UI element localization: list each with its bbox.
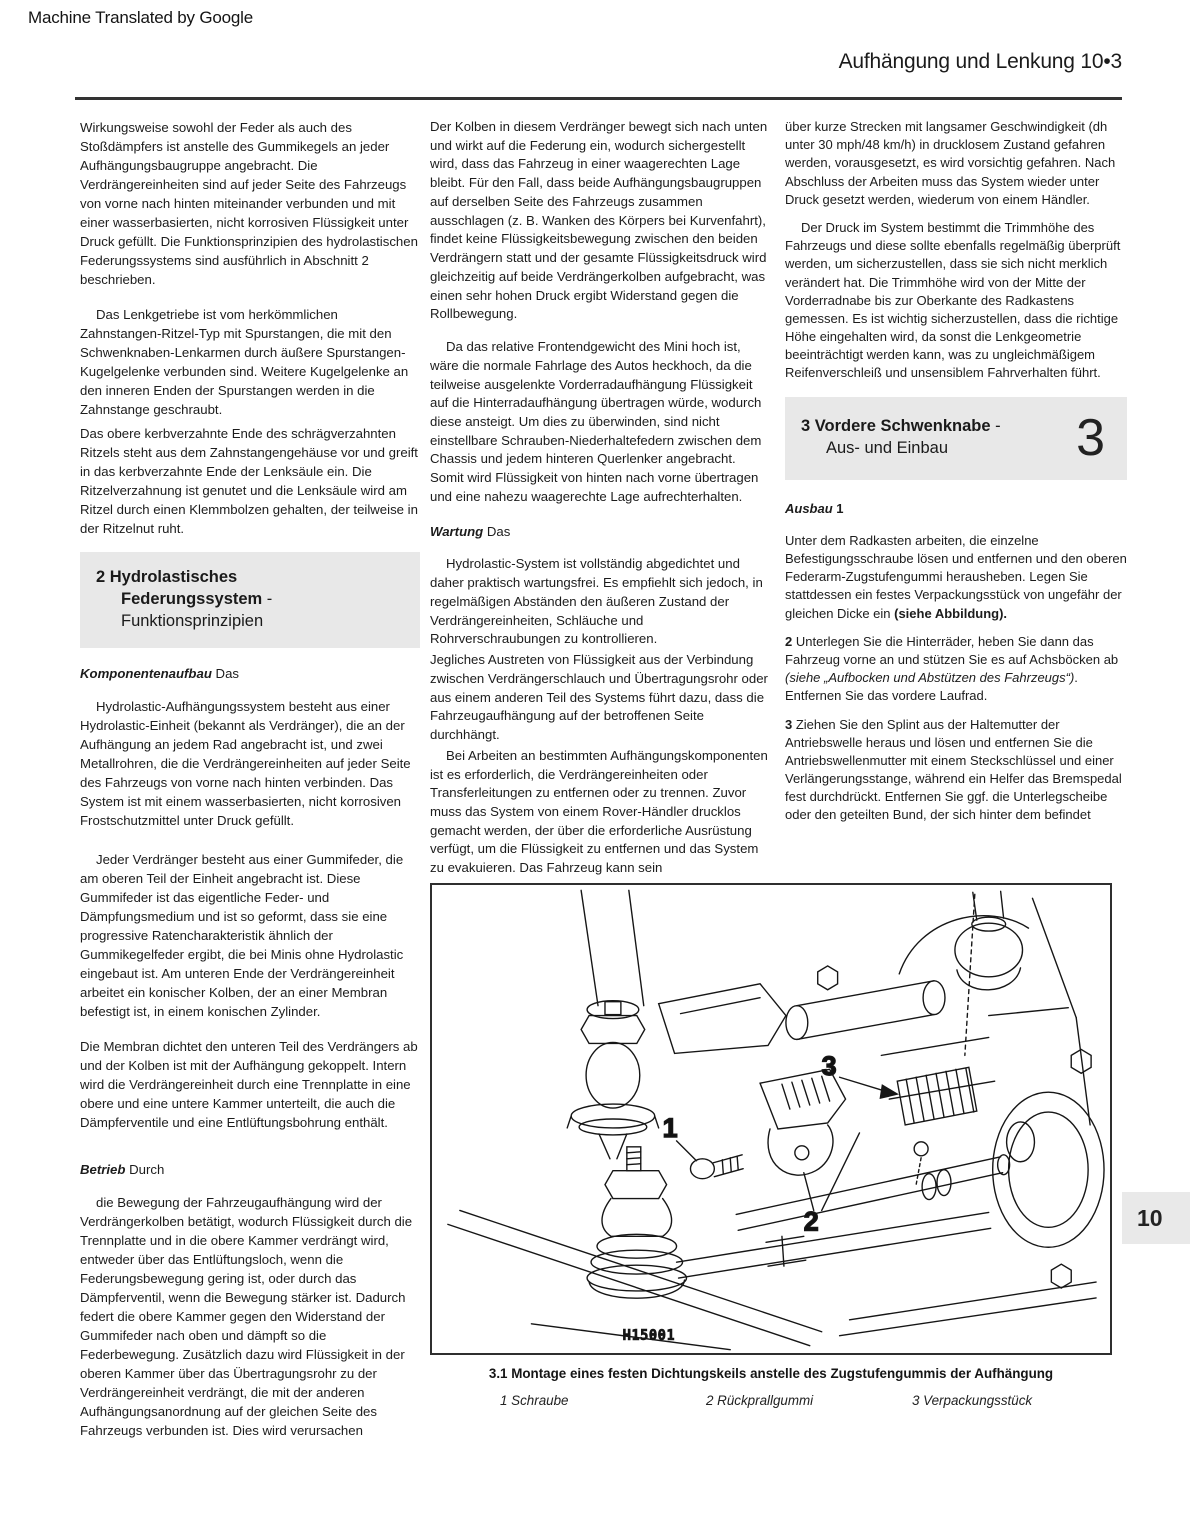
paragraph: über kurze Strecken mit langsamer Geschwindigkeit (dh unter 30 mph/48 km/h) in drucklosem Zustand gefahren werden, vorausgesetzt, es wird vorsichtig gefahren. Nach Abschluss der Arbeiten muss das System wieder unter Druck gesetzt werden, wiederum von einem Händler. bbox=[785, 119, 1116, 207]
body-frame-lines bbox=[818, 894, 1091, 1288]
section-3-title: 3 Vordere Schwenknabe - Aus- und Einbau bbox=[801, 416, 1001, 460]
translator-note: Machine Translated by Google bbox=[28, 8, 253, 27]
paragraph: Da das relative Frontendgewicht des Mini hoch ist, wäre die normale Fahrlage des Autos heckhoch, da die teilweise ausgelenkte Vorderradaufhängung Flüssigkeit auf die Hinterradaufhängung übertragen würde, wodurch diese ansteigt. Um dies zu überwinden, sind nicht einstellbare Schrauben-Niederhaltefedern zwischen dem Chassis und jedem hinteren Querlenker angebracht. Somit wird Flüssigkeit von hinten nach vorne übertragen und eine nahezu waagerechte Lage aufrechterhalten. bbox=[430, 339, 762, 504]
figure-callout-1: 1 bbox=[662, 1112, 678, 1143]
paragraph: Wirkungsweise sowohl der Feder als auch des Stoßdämpfers ist anstelle des Gummikegels an jeder Aufhängungsbaugruppe angebracht. Die Verdrängereinheiten sind auf jeder Seite des Fahrzeugs von vorne nach hinten miteinander verbunden und mit einer wasserbasierten, nicht korrosiven Flüssigkeit unter Druck gefüllt. Die Funktionsprinzipien des hydrolastischen Federungssystems sind ausführlich in Abschnitt 2 beschrieben. bbox=[80, 120, 418, 287]
figure-legend bbox=[430, 1393, 1130, 1413]
figure-legend-item: 3 Verpackungsstück bbox=[912, 1393, 1033, 1408]
paragraph: Der Kolben in diesem Verdränger bewegt sich nach unten und wirkt auf die Federung ein, wodurch sichergestellt wird, dass das Fahrzeug in einer waagerechten Lage bleibt. Für den Fall, dass beide Aufhängungsbaugruppen auf derselben Seite des Fahrzeugs zusammen ausschlagen (z. B. Wanken des Körpers bei Kurvenfahrt), findet keine Flüssigkeitsbewegung zwischen den beiden Verdrängern statt und der gesamte Flüssigkeitsdruck wird gleichzeitig auf beide Verdrängerkolben aufgebracht, was einen sehr hohen Druck ergibt Widerstand gegen die Rollbewegung. bbox=[430, 119, 768, 322]
section-2-title-line1: 2 Hydrolastisches bbox=[96, 568, 238, 586]
paragraph: Das obere kerbverzahnte Ende des schrägverzahnten Ritzels steht aus dem Zahnstangengehäuse vor und greift in das kerbverzahnte Ende der Lenksäule ein. Die Ritzelverzahnung ist genutet und die Lenksäule wird am Ritzel durch einen Klemmbolzen gehalten, der teilweise in der Ritzelnut ruht. bbox=[80, 426, 418, 536]
figure-drawing-suspension bbox=[432, 885, 1110, 1353]
figure-callout-2: 2 bbox=[803, 1206, 819, 1237]
paragraph: 3 Ziehen Sie den Splint aus der Haltemutter der Antriebswelle heraus und lösen und entfernen Sie die Antriebswellenmutter mit einem Steckschlüssel und einer Verlängerungsstange, während ein Helfer das Bremspedal fest durchdrückt. Entfernen Sie ggf. die Unterlegscheibe oder den geteilten Bund, der sich hinter dem befindet bbox=[785, 716, 1122, 823]
section-3-heading-box bbox=[785, 397, 1127, 480]
callout-3 bbox=[822, 1051, 898, 1098]
upper-arm-tube bbox=[786, 981, 945, 1040]
column-left bbox=[80, 118, 420, 1454]
retaining-bolt bbox=[690, 1155, 743, 1179]
paragraph: Die Membran dichtet den unteren Teil des Verdrängers ab und der Kolben ist mit der Aufhängung gekoppelt. Intern wird die Verdrängereinheit durch eine Trennplatte in eine obere und eine untere Kammer unterteilt, die auch die Dämpferventile und eine Entlüftungsbohrung enthält. bbox=[80, 1039, 418, 1131]
column-middle bbox=[430, 118, 770, 892]
subframe-rails bbox=[448, 1210, 1096, 1349]
tie-rod bbox=[677, 1212, 991, 1278]
subheading-wartung: Wartung Das bbox=[430, 523, 511, 539]
section-3-title-line2: Aus- und Einbau bbox=[826, 438, 949, 457]
section-2-title-line3: Funktionsprinzipien bbox=[121, 611, 264, 630]
figure-box bbox=[430, 883, 1112, 1355]
section-2-heading-box bbox=[80, 552, 420, 648]
figure-legend-item: 2 Rückprallgummi bbox=[706, 1393, 814, 1408]
page-header-title: Aufhängung und Lenkung 10•3 bbox=[838, 50, 1122, 73]
header-rule bbox=[75, 97, 1122, 100]
subheading-ausbau: Ausbau 1 bbox=[785, 500, 844, 516]
callout-1 bbox=[663, 1113, 697, 1161]
cv-joint-bell bbox=[899, 891, 1028, 989]
paragraph: Bei Arbeiten an bestimmten Aufhängungskomponenten ist es erforderlich, die Verdrängereinheiten oder Transferleitungen zu entfernen oder zu trennen. Zuvor muss das System von einem Rover-Händler drucklos gemacht werden, der über die erforderliche Ausrüstung verfügt, um die Flüssigkeit zu entfernen und das System zu evakuieren. Das Fahrzeug kann sein bbox=[430, 747, 768, 876]
figure-caption: 3.1 Montage eines festen Dichtungskeils anstelle des Zugstufengummis der Aufhängung bbox=[488, 1366, 1054, 1381]
paragraph: Hydrolastic-System ist vollständig abgedichtet und daher praktisch wartungsfrei. Es empfiehlt sich jedoch, in regelmäßigen Abständen den äußeren Zustand der Verdrängereinheiten, Schläuche und Rohrverschraubungen zu kontrollieren. bbox=[430, 556, 763, 647]
steering-knuckle bbox=[659, 984, 786, 1054]
figure-callout-3: 3 bbox=[821, 1051, 837, 1082]
column-right bbox=[785, 118, 1127, 839]
figure-code: H15001 bbox=[622, 1328, 676, 1344]
paragraph: 2 Unterlegen Sie die Hinterräder, heben Sie dann das Fahrzeug vorne an und stützen Sie es auf Achsböcken ab (siehe „Aufbocken und Abstützen des Fahrzeugs“). Entfernen Sie das vordere Laufrad. bbox=[785, 633, 1119, 704]
paragraph: die Bewegung der Fahrzeugaufhängung wird der Verdrängerkolben betätigt, wodurch Flüssigkeit durch die Trennplatte und in die obere Kammer verdrängt wird, entweder über das Entlüftungsloch, wenn die Federungsbewegung gering ist, oder durch das Dämpferventil, wenn die Bewegung stärker ist. Dadurch federt die obere Kammer gegen den Widerstand der Gummifeder nach oben und dämpft so die Federbewegung. Zusätzlich dazu wird Flüssigkeit in der oberen Kammer über das Übertragungsrohr zu der Verdrängereinheit verdrängt, die mit der anderen Aufhängungsanordnung auf der gleichen Seite des Fahrzeugs verbunden ist. Dies wird verursachen bbox=[80, 1195, 413, 1439]
strut-lines bbox=[581, 890, 644, 1018]
figure-legend-item: 1 Schraube bbox=[500, 1393, 569, 1408]
paragraph: Jegliches Austreten von Flüssigkeit aus der Verbindung zwischen Verdrängerschlauch und Übertragungsrohr oder aus einem anderen Teil des Systems führt dazu, dass die Fahrzeugaufhängung auf der betroffenen Seite durchhängt. bbox=[430, 652, 768, 743]
packing-wedge bbox=[897, 1067, 977, 1184]
paragraph: Jeder Verdränger besteht aus einer Gummifeder, die am oberen Teil der Einheit angebracht ist. Diese Gummifeder ist das eigentliche Feder- und Dämpfungsmedium und ist so geformt, dass sie eine progressive Ratencharakteristik ähnlich der Gummikegelfeder ergibt, die bei Minis ohne Hydrolastic eingebaut ist. Am unteren Ende der Verdrängereinheit arbeitet ein konischer Kolben, der an einer Membran befestigt ist, in einem konischen Zylinder. bbox=[80, 852, 404, 1020]
page-number-tab: 10 bbox=[1122, 1192, 1190, 1244]
subheading-betrieb: Betrieb Durch bbox=[80, 1162, 165, 1178]
section-2-title-line2: Federungssystem - bbox=[121, 589, 273, 608]
section-number-large: 3 bbox=[1076, 408, 1105, 467]
upper-ball-joint bbox=[567, 1002, 658, 1159]
paragraph: Hydrolastic-Aufhängungssystem besteht aus einer Hydrolastic-Einheit (bekannt als Verdränger), die an der Aufhängung an jedem Rad angebracht ist, und zwei Metallrohren, die die Verdrängereinheiten auf jeder Seite des Fahrzeugs von vorne nach hinten verbinden. Das System ist mit einem wasserbasierten, nicht korrosiven Frostschutzmittel unter Druck gefüllt. bbox=[80, 699, 411, 829]
paragraph: Das Lenkgetriebe ist vom herkömmlichen Zahnstangen-Ritzel-Typ mit Spurstangen, die mit den Schwenknaben-Lenkarmen durch äußere Spurstangen-Kugelgelenke verbunden sind. Weitere Kugelgelenke an den inneren Enden der Spurstangen werden in die Zahnstange geschraubt. bbox=[80, 307, 409, 417]
subheading-komponentenaufbau: Komponentenaufbau Das bbox=[80, 666, 239, 682]
paragraph: Der Druck im System bestimmt die Trimmhöhe des Fahrzeugs und diese sollte ebenfalls regelmäßig überprüft werden, um sicherzustellen, dass sie sich nicht merklich verändert hat. Die Trimmhöhe wird von der Mitte der Vorderradnabe bis zur Oberkante des Radkastens gemessen. Es ist wichtig sicherzustellen, dass die richtige Höhe eingehalten wird, da sonst die Lenkgeometrie beeinträchtigt werden kann, was zu ungleichmäßigem Reifenverschleiß und unsensiblem Fahrverhalten führt. bbox=[785, 219, 1121, 381]
paragraph: Unter dem Radkasten arbeiten, die einzelne Befestigungsschraube lösen und entfernen und den oberen Federarm-Zugstufengummi herausheben. Legen Sie stattdessen ein festes Verpackungsstück von ungefähr der gleichen Dicke ein (siehe Abbildung). bbox=[785, 532, 1127, 621]
section-3-title-line1: 3 Vordere Schwenknabe bbox=[801, 416, 991, 435]
rebound-bracket bbox=[760, 1069, 845, 1175]
